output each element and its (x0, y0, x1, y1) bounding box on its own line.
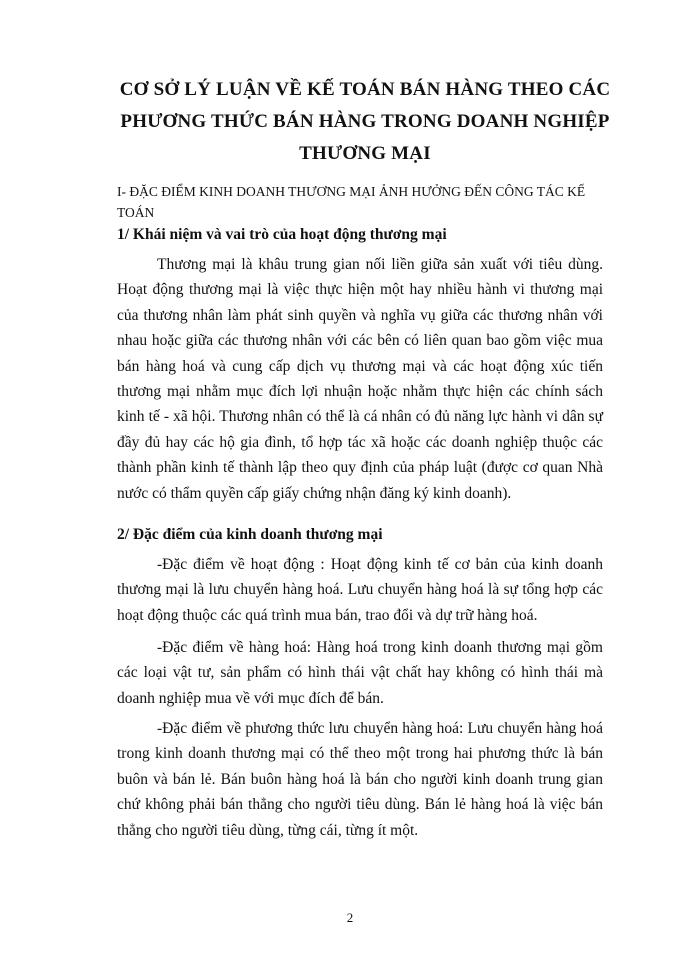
paragraph-circulation-methods: -Đặc điểm về phương thức lưu chuyển hàng hoá: Lưu chuyển hàng hoá trong kinh doanh thương mại có thể theo một trong hai phương thức là bán buôn và bán lẻ. Bán buôn hàng hoá là bán cho người kinh doanh trung gian chứ không phải bán thẳng cho người tiêu dùng. Bán lẻ hàng hoá là việc bán thẳng cho người tiêu dùng, từng cái, từng ít một. (117, 720, 603, 839)
section-heading: I- ĐẶC ĐIỂM KINH DOANH THƯƠNG MẠI ẢNH HƯỞNG ĐẾN CÔNG TÁC KẾ TOÁN (117, 184, 586, 220)
document-title (100, 74, 630, 170)
paragraph-commerce-definition: Thương mại là khâu trung gian nối liền giữa sản xuất với tiêu dùng. Hoạt động thương mại là việc thực hiện một hay nhiều hành vi thương mại của thương nhân làm phát sinh quyền và nghĩa vụ giữa các thương nhân với nhau hoặc giữa các thương nhân với các bên có liên quan bao gồm việc mua bán hàng hoá và cung cấp dịch vụ thương mại và các hoạt động xúc tiến thương mại nhằm mục đích lợi nhuận hoặc nhằm thực hiện các chính sách kinh tế - xã hội. Thương nhân có thể là cá nhân có đủ năng lực hành vi dân sự đầy đủ hay các hộ gia đình, tổ hợp tác xã hoặc các doanh nghiệp thuộc các thành phần kinh tế thành lập theo quy định của pháp luật (được cơ quan Nhà nước có thẩm quyền cấp giấy chứng nhận đăng ký kinh doanh). (117, 256, 603, 502)
title-line-1: CƠ SỞ LÝ LUẬN VỀ KẾ TOÁN BÁN HÀNG THEO CÁC (119, 79, 611, 100)
paragraph-activity-characteristics: -Đặc điểm về hoạt động : Hoạt động kinh tế cơ bản của kinh doanh thương mại là lưu chuyển hàng hoá. Lưu chuyển hàng hoá là sự tổng hợp các hoạt động thuộc các quá trình mua bán, trao đổi và dự trữ hàng hoá. (117, 556, 603, 624)
subheading-concept: 1/ Khái niệm và vai trò của hoạt động thương mại (117, 226, 447, 243)
paragraph-goods-characteristics: -Đặc điểm về hàng hoá: Hàng hoá trong kinh doanh thương mại gồm các loại vật tư, sản phẩm có hình thái vật chất hay không có hình thái mà doanh nghiệp mua về với mục đích để bán. (117, 639, 603, 707)
title-line-3: THƯƠNG MẠI (299, 143, 431, 164)
page-number: 2 (346, 910, 354, 925)
title-line-2: PHƯƠNG THỨC BÁN HÀNG TRONG DOANH NGHIỆP (120, 111, 610, 132)
subheading-characteristics: 2/ Đặc điểm của kinh doanh thương mại (117, 526, 383, 543)
